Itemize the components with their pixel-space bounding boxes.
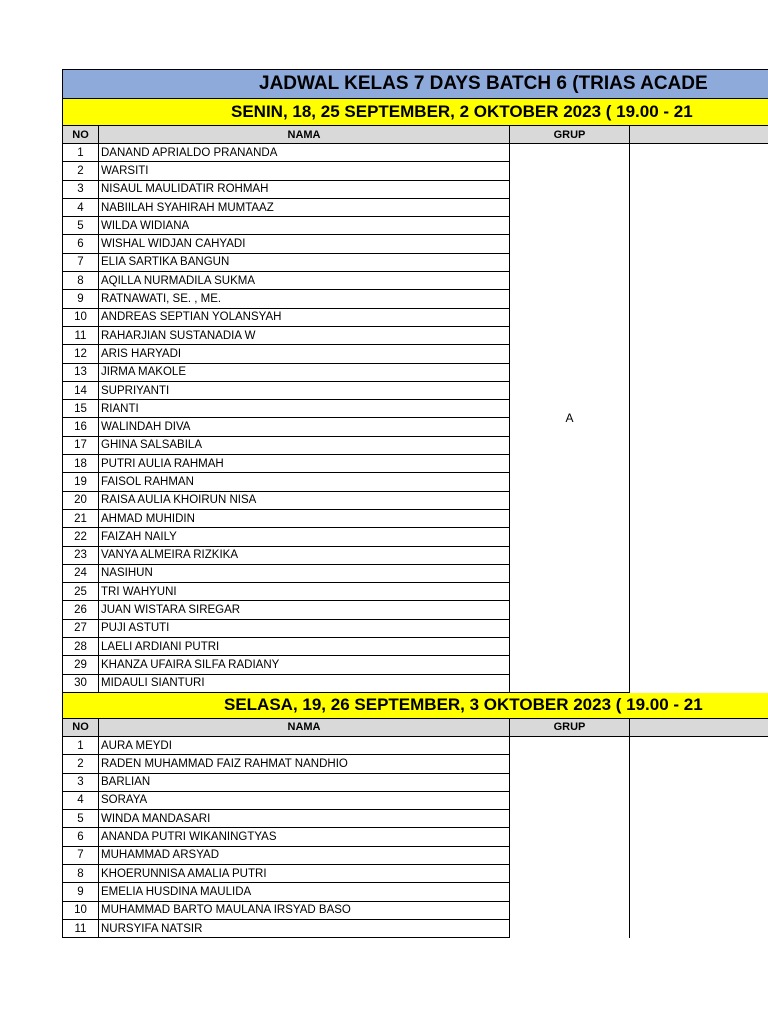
row-name: MUHAMMAD BARTO MAULANA IRSYAD BASO	[99, 902, 510, 920]
table-row	[62, 364, 510, 382]
column-header-grup: GRUP	[510, 719, 630, 737]
table-row	[62, 638, 510, 656]
column-header-grup: GRUP	[510, 126, 630, 144]
row-name: RAHARJIAN SUSTANADIA W	[99, 327, 510, 345]
row-name: WALINDAH DIVA	[99, 418, 510, 436]
table-row	[62, 272, 510, 290]
table-row	[62, 920, 510, 938]
row-number: 8	[62, 865, 99, 883]
row-number: 21	[62, 510, 99, 528]
table-row	[62, 528, 510, 546]
table-row	[62, 810, 510, 828]
row-name: RAISA AULIA KHOIRUN NISA	[99, 492, 510, 510]
row-number: 27	[62, 620, 99, 638]
table-row	[62, 774, 510, 792]
extra-cell	[630, 144, 768, 693]
row-number: 10	[62, 309, 99, 327]
row-number: 3	[62, 774, 99, 792]
table-row	[62, 254, 510, 272]
table-row	[62, 492, 510, 510]
row-number: 12	[62, 345, 99, 363]
row-number: 8	[62, 272, 99, 290]
name-list	[62, 737, 510, 938]
grup-cell	[510, 737, 630, 938]
column-header-no: NO	[62, 126, 99, 144]
row-name: VANYA ALMEIRA RIZKIKA	[99, 547, 510, 565]
table-row	[62, 235, 510, 253]
row-number: 9	[62, 883, 99, 901]
table-row	[62, 327, 510, 345]
column-header-nama: NAMA	[99, 719, 510, 737]
row-number: 16	[62, 418, 99, 436]
table-row	[62, 620, 510, 638]
row-number: 2	[62, 162, 99, 180]
row-name: FAISOL RAHMAN	[99, 473, 510, 491]
row-number: 4	[62, 792, 99, 810]
row-name: AURA MEYDI	[99, 737, 510, 755]
row-number: 18	[62, 455, 99, 473]
row-name: JUAN WISTARA SIREGAR	[99, 601, 510, 619]
row-name: WILDA WIDIANA	[99, 217, 510, 235]
table-row	[62, 382, 510, 400]
row-number: 3	[62, 181, 99, 199]
table-row	[62, 547, 510, 565]
row-name: WARSITI	[99, 162, 510, 180]
schedule-sheet	[62, 69, 768, 938]
row-number: 25	[62, 583, 99, 601]
row-name: MIDAULI SIANTURI	[99, 675, 510, 693]
table-row	[62, 181, 510, 199]
sheet-title	[62, 69, 768, 99]
row-name: BARLIAN	[99, 774, 510, 792]
row-name: NASIHUN	[99, 565, 510, 583]
table-row	[62, 217, 510, 235]
row-number: 6	[62, 235, 99, 253]
row-name: NISAUL MAULIDATIR ROHMAH	[99, 181, 510, 199]
section-date-text: SENIN, 18, 25 SEPTEMBER, 2 OKTOBER 2023 ( 19.00 - 21	[231, 102, 693, 121]
row-number: 28	[62, 638, 99, 656]
row-name: GHINA SALSABILA	[99, 437, 510, 455]
table-row	[62, 144, 510, 162]
section-date-text: SELASA, 19, 26 SEPTEMBER, 3 OKTOBER 2023 ( 19.00 - 21	[224, 695, 703, 715]
row-name: WINDA MANDASARI	[99, 810, 510, 828]
table-row	[62, 902, 510, 920]
row-number: 17	[62, 437, 99, 455]
row-number: 13	[62, 364, 99, 382]
sheet-title-text: JADWAL KELAS 7 DAYS BATCH 6 (TRIAS ACADE	[259, 73, 708, 94]
row-number: 5	[62, 217, 99, 235]
table-row	[62, 455, 510, 473]
row-name: ANDREAS SEPTIAN YOLANSYAH	[99, 309, 510, 327]
table-row	[62, 510, 510, 528]
table-row	[62, 345, 510, 363]
column-header-extra	[630, 719, 768, 737]
row-name: LAELI ARDIANI PUTRI	[99, 638, 510, 656]
row-number: 1	[62, 737, 99, 755]
row-name: KHANZA UFAIRA SILFA RADIANY	[99, 656, 510, 674]
column-header-no: NO	[62, 719, 99, 737]
row-number: 29	[62, 656, 99, 674]
row-name: RADEN MUHAMMAD FAIZ RAHMAT NANDHIO	[99, 755, 510, 773]
row-name: WISHAL WIDJAN CAHYADI	[99, 235, 510, 253]
row-name: KHOERUNNISA AMALIA PUTRI	[99, 865, 510, 883]
column-header-row	[62, 719, 768, 737]
table-row	[62, 473, 510, 491]
row-name: RIANTI	[99, 400, 510, 418]
row-number: 30	[62, 675, 99, 693]
row-name: AHMAD MUHIDIN	[99, 510, 510, 528]
row-name: TRI WAHYUNI	[99, 583, 510, 601]
table-row	[62, 865, 510, 883]
row-number: 5	[62, 810, 99, 828]
row-name: PUJI ASTUTI	[99, 620, 510, 638]
row-name: ARIS HARYADI	[99, 345, 510, 363]
row-name: ANANDA PUTRI WIKANINGTYAS	[99, 828, 510, 846]
row-name: SORAYA	[99, 792, 510, 810]
row-number: 15	[62, 400, 99, 418]
row-number: 7	[62, 254, 99, 272]
grup-cell: A	[510, 144, 630, 693]
row-number: 19	[62, 473, 99, 491]
table-row	[62, 847, 510, 865]
row-number: 7	[62, 847, 99, 865]
row-name: JIRMA MAKOLE	[99, 364, 510, 382]
table-row	[62, 755, 510, 773]
row-number: 4	[62, 199, 99, 217]
row-name: DANAND APRIALDO PRANANDA	[99, 144, 510, 162]
row-name: AQILLA NURMADILA SUKMA	[99, 272, 510, 290]
row-name: EMELIA HUSDINA MAULIDA	[99, 883, 510, 901]
row-name: NABIILAH SYAHIRAH MUMTAAZ	[99, 199, 510, 217]
table-row	[62, 290, 510, 308]
row-number: 14	[62, 382, 99, 400]
section-date-header	[62, 99, 768, 126]
row-name: FAIZAH NAILY	[99, 528, 510, 546]
row-number: 22	[62, 528, 99, 546]
table-row	[62, 828, 510, 846]
table-row	[62, 309, 510, 327]
row-name: MUHAMMAD ARSYAD	[99, 847, 510, 865]
row-number: 26	[62, 601, 99, 619]
table-row	[62, 656, 510, 674]
name-list	[62, 144, 510, 693]
column-header-row	[62, 126, 768, 144]
table-row	[62, 675, 510, 693]
row-name: ELIA SARTIKA BANGUN	[99, 254, 510, 272]
row-number: 23	[62, 547, 99, 565]
section-body	[62, 737, 768, 938]
table-row	[62, 400, 510, 418]
row-name: RATNAWATI, SE. , ME.	[99, 290, 510, 308]
table-row	[62, 199, 510, 217]
row-number: 10	[62, 902, 99, 920]
row-name: PUTRI AULIA RAHMAH	[99, 455, 510, 473]
section-date-header	[62, 693, 768, 719]
column-header-extra	[630, 126, 768, 144]
table-row	[62, 565, 510, 583]
row-number: 20	[62, 492, 99, 510]
row-number: 6	[62, 828, 99, 846]
extra-cell	[630, 737, 768, 938]
row-number: 2	[62, 755, 99, 773]
row-number: 9	[62, 290, 99, 308]
column-header-nama: NAMA	[99, 126, 510, 144]
table-row	[62, 418, 510, 436]
row-number: 24	[62, 565, 99, 583]
table-row	[62, 883, 510, 901]
table-row	[62, 792, 510, 810]
row-number: 11	[62, 327, 99, 345]
section-body	[62, 144, 768, 693]
table-row	[62, 601, 510, 619]
row-name: SUPRIYANTI	[99, 382, 510, 400]
table-row	[62, 162, 510, 180]
table-row	[62, 737, 510, 755]
row-name: NURSYIFA NATSIR	[99, 920, 510, 938]
row-number: 11	[62, 920, 99, 938]
table-row	[62, 437, 510, 455]
table-row	[62, 583, 510, 601]
row-number: 1	[62, 144, 99, 162]
